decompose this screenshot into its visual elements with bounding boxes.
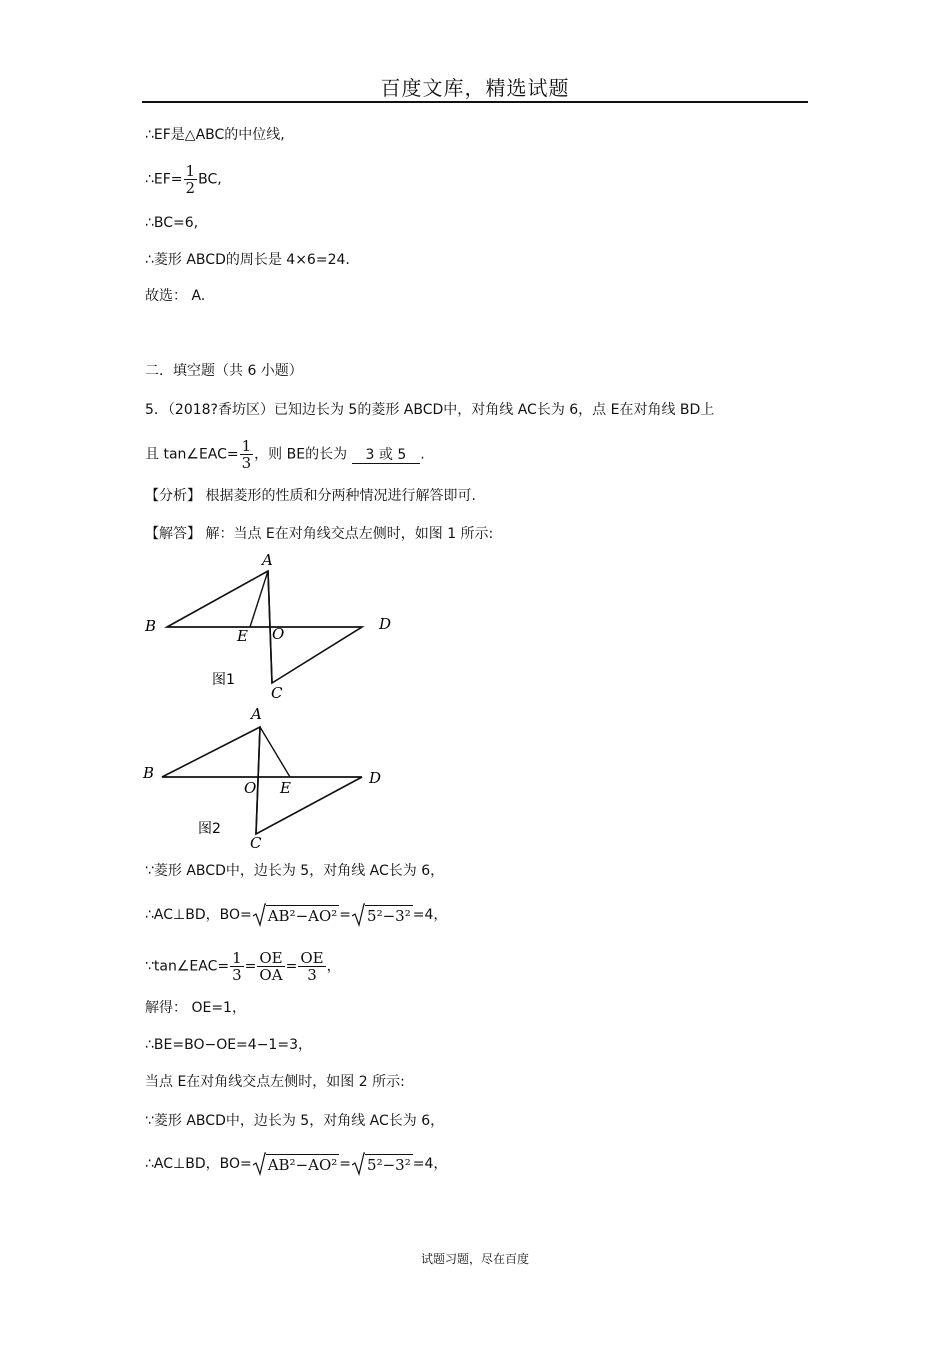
rhombus-figure-2 (140, 700, 410, 855)
line-midline: ∴EF是△ABC的中位线, (145, 127, 285, 143)
section-heading: 二．填空题（共 6 小题） (145, 363, 303, 379)
line-perimeter: ∴菱形 ABCD的周长是 4×6=24. (145, 252, 350, 268)
fraction-denominator: 2 (185, 179, 196, 197)
radical-sign-icon (253, 1152, 266, 1176)
radical-sign-icon (253, 903, 266, 927)
radical-sign-icon (352, 903, 365, 927)
bo-prefix: ∴AC⊥BD，BO= (145, 1156, 252, 1172)
fraction-third (240, 438, 254, 471)
answer-blank: 3 或 5 (352, 447, 421, 464)
page-footer: 试题习题，尽在百度 (420, 1252, 529, 1266)
rhombus-figure-1 (140, 550, 410, 710)
line-choice: 故选： A. (145, 288, 206, 304)
fig1-label-o: O (272, 625, 285, 643)
fig1-label-c: C (271, 684, 283, 702)
fraction-denominator: OA (259, 966, 283, 984)
ef-suffix: BC, (198, 171, 222, 188)
equals: = (339, 907, 352, 923)
fig2-caption: 图2 (198, 821, 221, 837)
step-solve-oe: 解得： OE=1， (145, 1000, 246, 1016)
equals: = (339, 1156, 352, 1172)
page-header-title: 百度文库，精选试题 (380, 76, 570, 100)
fig2-label-e: E (280, 779, 291, 797)
step-rhombus-given-2: ∵菱形 ABCD中，边长为 5，对角线 AC长为 6， (145, 1113, 445, 1129)
fraction-numerator: OE (259, 949, 283, 967)
fig2-label-b: B (143, 764, 155, 782)
fig2-label-a: A (251, 705, 262, 723)
fraction-numerator: 1 (241, 437, 252, 455)
sqrt-ab-ao (253, 1154, 340, 1174)
fraction-denominator: 3 (241, 454, 252, 472)
radicand: AB²−AO² (267, 1156, 338, 1174)
fraction-oe-3 (298, 950, 325, 983)
sqrt-5-3 (352, 1154, 413, 1174)
fig2-diagonal-ac (256, 727, 260, 834)
analysis-line: 【分析】 根据菱形的性质和分两种情况进行解答即可. (145, 488, 476, 504)
line-bc: ∴BC=6, (145, 215, 199, 231)
fig2-label-o: O (244, 779, 257, 797)
question-end: . (420, 446, 425, 463)
question-mid: ，则 BE的长为 (254, 446, 348, 463)
fig2-rhombus (162, 727, 362, 834)
fraction-numerator: 1 (185, 162, 196, 180)
bo-result: =4， (412, 1156, 448, 1172)
fraction-numerator: 1 (232, 949, 242, 967)
fraction-numerator: OE (300, 949, 324, 967)
radical-sign-icon (352, 1152, 365, 1176)
radicand: 5²−3² (367, 1156, 411, 1174)
tan-suffix: ， (326, 958, 341, 975)
sqrt-5-3 (352, 905, 413, 925)
fraction-denominator: 3 (232, 966, 242, 984)
fraction-denominator: 3 (307, 966, 317, 984)
step-be-result: ∴BE=BO−OE=4−1=3， (145, 1037, 312, 1053)
bo-prefix: ∴AC⊥BD，BO= (145, 907, 252, 923)
fig2-label-d: D (369, 769, 382, 787)
fig1-caption: 图1 (212, 672, 235, 688)
fig1-label-d: D (379, 615, 392, 633)
step-bo-formula-2 (145, 1154, 447, 1174)
ef-prefix: ∴EF= (145, 171, 183, 188)
fraction-half (184, 163, 198, 196)
question-5-line2 (145, 438, 425, 471)
fig1-label-b: B (145, 617, 157, 635)
fig1-label-a: A (262, 551, 273, 569)
solution-line: 【解答】 解：当点 E在对角线交点左侧时，如图 1 所示: (145, 526, 494, 542)
fraction-oe-oa (257, 950, 284, 983)
step-bo-formula (145, 905, 447, 925)
bo-result: =4， (412, 907, 448, 923)
tan-prefix: ∵tan∠EAC= (145, 958, 230, 975)
fig2-label-c: C (250, 834, 262, 852)
fig1-label-e: E (237, 627, 248, 645)
radicand: 5²−3² (367, 907, 411, 925)
question-5-line1: 5．（2018?香坊区）已知边长为 5的菱形 ABCD中，对角线 AC长为 6，点 E在对角线 BD上 (145, 402, 715, 418)
tan-prefix: 且 tan∠EAC= (145, 446, 239, 463)
sqrt-ab-ao (253, 905, 340, 925)
step-tan-ratio: ∵tan∠EAC= $\frac{1}{3}$ = $\frac{OE}{OA}$ = $\frac{OE}{3}$ ， (145, 949, 341, 984)
fig2-segment-ae (260, 727, 290, 777)
fraction-one-third (230, 950, 244, 983)
step-case-two: 当点 E在对角线交点左侧时，如图 2 所示: (145, 1074, 405, 1090)
line-ef-formula (145, 163, 222, 196)
radicand: AB²−AO² (267, 907, 338, 925)
header-rule (142, 101, 808, 103)
step-rhombus-given: ∵菱形 ABCD中，边长为 5，对角线 AC长为 6， (145, 863, 445, 879)
